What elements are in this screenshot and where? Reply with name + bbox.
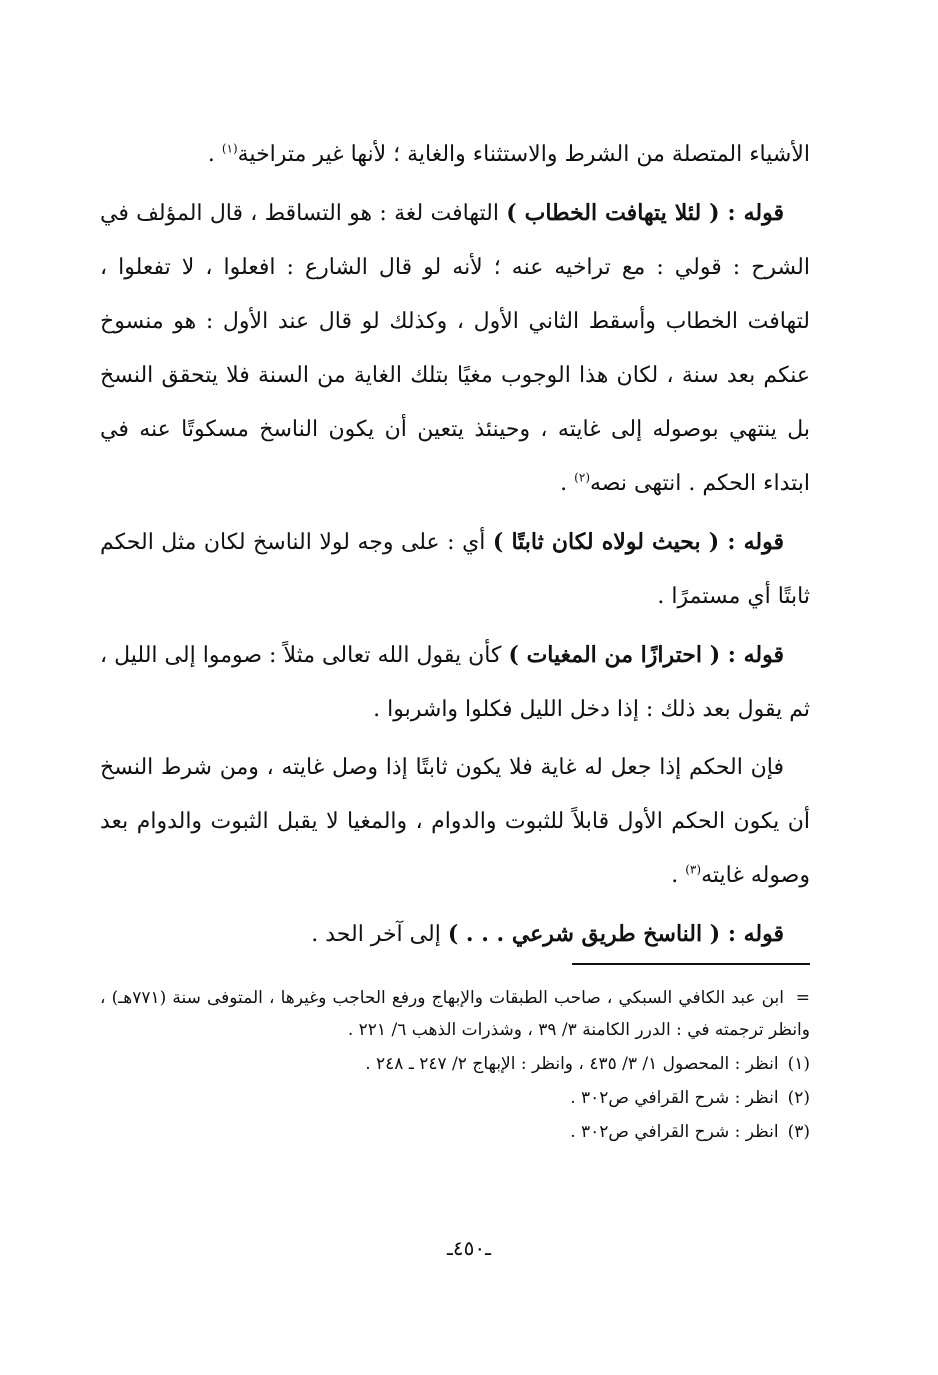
page-number: ـ٤٥٠ـ [447,1236,491,1260]
paragraph-3: قوله : ( بحيث لولاه لكان ثابتًا ) أي : على وجه لولا الناسخ لكان مثل الحكم ثابتًا أي مستمرًا . [100,529,810,609]
footnote-1: (١) انظر : المحصول ١/ ٣/ ٤٣٥ ، وانظر : الإبهاج ٢/ ٢٤٧ ـ ٢٤٨ . [365,1054,810,1074]
footnote-ref-3[interactable]: (٣) [685,862,702,877]
footnote-divider [572,963,810,965]
quoted-heading: قوله : ( لئلا يتهافت الخطاب ) [506,200,785,226]
quoted-heading: قوله : ( الناسخ طريق شرعي . . . ) [447,921,784,947]
main-text [100,128,810,966]
paragraph-2: قوله : ( لئلا يتهافت الخطاب ) التهافت لغة : هو التساقط ، قال المؤلف في الشرح : قولي : مع تراخيه عنه ؛ لأنه لو قال الشارع : افعلوا ، لا تفعلوا ، لتهافت الخطاب وأسقط الثاني الأول ، وكذلك لو قال عند الأول : هو منسوخ عنكم بعد سنة ، لكان هذا الوجوب مغيًا بتلك الغاية من السنة فلا يتحقق النسخ بل ينتهي بوصوله إلى غايته ، وحينئذ يتعين أن يكون الناسخ مسكوتًا عنه في ابتداء الحكم . انتهى نصه$^{(٢)}$ . [100,200,810,496]
footnotes [100,982,810,1150]
footnote-3: (٣) انظر : شرح القرافي ص٣٠٢ . [570,1122,810,1142]
paragraph-5: فإن الحكم إذا جعل له غاية فلا يكون ثابتًا إذا وصل غايته ، ومن شرط النسخ أن يكون الحكم الأول قابلاً للثبوت والدوام ، والمغيا لا يقبل الثبوت والدوام بعد وصوله غايته$^{(٣)}$ . [100,755,810,888]
footnote-continued: =ابن عبد الكافي السبكي ، صاحب الطبقات والإبهاج ورفع الحاجب وغيرها ، المتوفى سنة (٧٧١هـ) ، وانظر ترجمته في : الدرر الكامنة ٣/ ٣٩ ، وشذرات الذهب ٦/ ٢٢١ . [100,988,810,1040]
quoted-heading: قوله : ( احترازًا من المغيات ) [508,642,784,668]
quoted-heading: قوله : ( بحيث لولاه لكان ثابتًا ) [492,529,784,555]
paragraph-1: الأشياء المتصلة من الشرط والاستثناء والغاية ؛ لأنها غير متراخية$^{(١)}$ . [207,141,810,167]
paragraph-6: قوله : ( الناسخ طريق شرعي . . . ) إلى آخر الحد . [311,921,784,947]
footnote-ref-1[interactable]: (١) [221,141,238,156]
paragraph-4: قوله : ( احترازًا من المغيات ) كأن يقول الله تعالى مثلاً : صوموا إلى الليل ، ثم يقول بعد ذلك : إذا دخل الليل فكلوا واشربوا . [100,642,810,722]
footnote-2: (٢) انظر : شرح القرافي ص٣٠٢ . [570,1088,810,1108]
footnote-ref-2[interactable]: (٢) [574,470,590,485]
